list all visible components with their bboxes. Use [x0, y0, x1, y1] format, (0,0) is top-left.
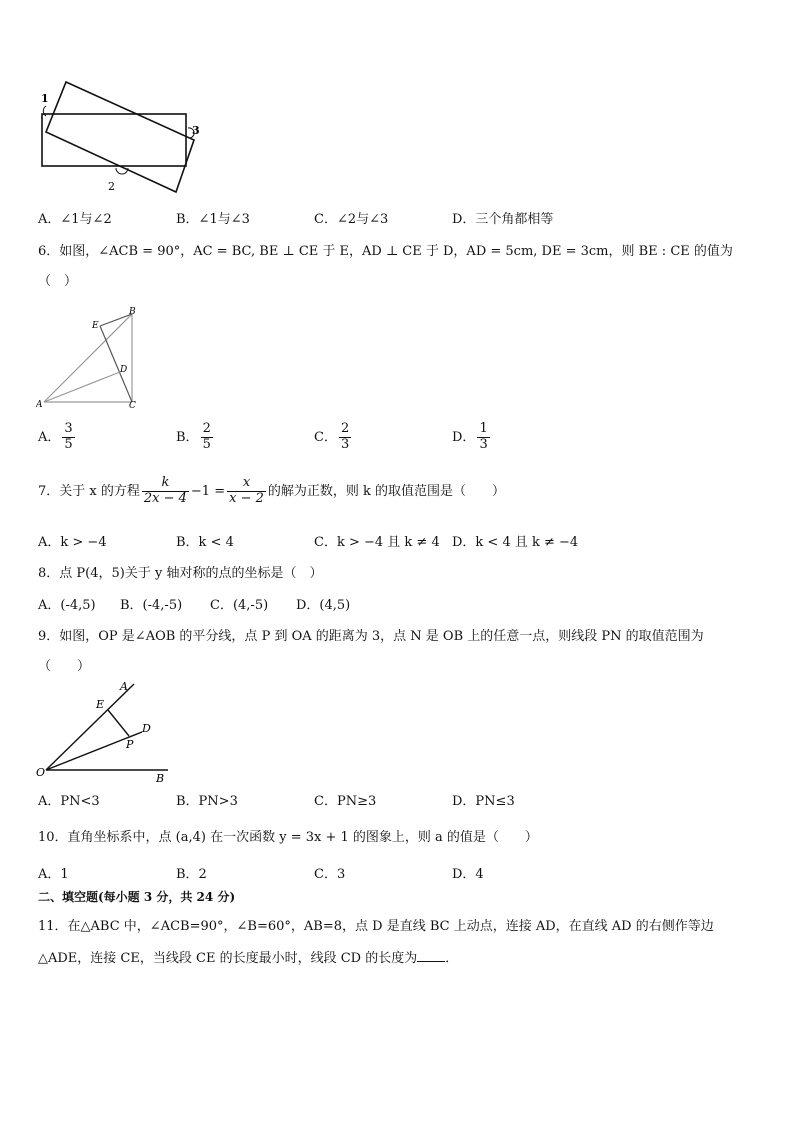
q6-option-b: [176, 422, 215, 453]
q6-option-c-num: 2: [340, 421, 350, 436]
point-d-label: D: [120, 365, 128, 375]
q6-option-a-num: 3: [64, 421, 73, 436]
q11-line1: 11．在△ABC 中，∠ACB=90°，∠B=60°，AB=8，点 D 是直线 BC 上动点，连接 AD，在直线 AD 的右侧作等边: [38, 919, 714, 934]
point-p-label: P: [126, 738, 134, 751]
point-b-label: B: [129, 307, 136, 317]
segment-ad: [44, 372, 120, 402]
q6-option-a-letter: A．: [38, 429, 61, 445]
q11-line2-text: △ADE，连接 CE，当线段 CE 的长度最小时，线段 CD 的长度为: [38, 951, 418, 966]
q10-option-c: C．3: [314, 867, 346, 882]
q8-option-d: D．(4,5): [296, 598, 351, 613]
q6-option-c-den: 3: [340, 436, 350, 452]
q10-stem: 10．直角坐标系中，点 (a,4) 在一次函数 y = 3x + 1 的图象上，则 a 的值是（ ）: [38, 830, 538, 845]
q6-option-d-num: 1: [479, 421, 488, 436]
segment-ec: [100, 326, 132, 402]
q11-line2: [38, 947, 458, 966]
q6-paren: （ ）: [38, 274, 78, 289]
q7-fraction1-num: k: [142, 476, 189, 492]
q8-stem: 8．点 P(4，5)关于 y 轴对称的点的坐标是（ ）: [38, 566, 323, 581]
q7-option-d: D．k < 4 且 k ≠ −4: [452, 535, 579, 550]
q10-option-d: D．4: [452, 867, 484, 882]
section-heading: 二、填空题(每小题 3 分，共 24 分): [38, 890, 236, 904]
q11-end: ．: [445, 951, 459, 966]
angle-label-3: 3: [192, 124, 200, 137]
angle-bisector-figure: [34, 676, 174, 786]
point-a-label: A: [36, 400, 43, 410]
point-e-label: E: [92, 321, 99, 331]
point-d-label: D: [142, 722, 151, 735]
q6-option-d: [452, 422, 492, 453]
q9-paren: （ ）: [38, 659, 91, 674]
ray-oa: [46, 684, 134, 770]
q6-option-c: [314, 422, 353, 453]
q6-option-a: [38, 422, 77, 453]
q6-option-b-letter: B．: [176, 429, 199, 445]
q7-mid: −1 =: [190, 483, 226, 499]
q10-option-b: B．2: [176, 867, 207, 882]
q7-fraction2-den: x − 2: [229, 490, 264, 506]
q7-option-c: C．k > −4 且 k ≠ 4: [314, 535, 440, 550]
q5-option-d: D．三个角都相等: [452, 212, 554, 227]
q9-stem: 9．如图，OP 是∠AOB 的平分线，点 P 到 OA 的距离为 3，点 N 是 OB 上的任意一点，则线段 PN 的取值范围为: [38, 629, 704, 644]
q5-option-a: A．∠1与∠2: [38, 212, 112, 227]
q8-option-c: C．(4,-5): [210, 598, 269, 613]
q7-post: 的解为正数，则 k 的取值范围是（ ）: [267, 483, 506, 499]
q9-option-d: D．PN≤3: [452, 794, 515, 809]
segment-ab: [44, 314, 132, 402]
segment-ep: [108, 710, 129, 736]
q5-option-c: C．∠2与∠3: [314, 212, 389, 227]
point-o-label: O: [36, 766, 46, 779]
angle-label-2: 2: [108, 180, 115, 193]
q9-option-b: B．PN>3: [176, 794, 238, 809]
point-c-label: C: [129, 401, 136, 410]
q6-option-c-letter: C．: [314, 429, 337, 445]
q8-option-a: A．(-4,5): [38, 598, 96, 613]
q7-fraction1-den: 2x − 4: [143, 490, 187, 506]
tilted-rectangle: [46, 82, 194, 192]
q6-option-d-letter: D．: [452, 429, 476, 445]
triangle-figure: [36, 306, 146, 410]
q6-option-b-num: 2: [202, 421, 211, 436]
q10-option-a: A．1: [38, 867, 69, 882]
q7-stem: [38, 476, 505, 507]
q7-pre: 7．关于 x 的方程: [38, 483, 140, 499]
point-e-label: E: [96, 698, 105, 711]
angle-label-1: 1: [41, 92, 49, 105]
segment-eb: [100, 314, 132, 326]
q7-option-a: A．k > −4: [38, 535, 107, 550]
q8-option-b: B．(-4,-5): [120, 598, 183, 613]
answer-blank: [417, 949, 445, 962]
q9-option-a: A．PN<3: [38, 794, 100, 809]
q5-option-b: B．∠1与∠3: [176, 212, 250, 227]
q6-option-b-den: 5: [202, 436, 211, 452]
q9-option-c: C．PN≥3: [314, 794, 377, 809]
q6-option-d-den: 3: [479, 436, 488, 452]
rectangles-figure: [36, 76, 206, 196]
q7-fraction2-num: x: [227, 476, 266, 492]
q6-stem: 6．如图，∠ACB = 90°，AC = BC, BE ⊥ CE 于 E，AD ⊥ CE 于 D，AD = 5cm, DE = 3cm，则 BE : CE 的值为: [38, 244, 733, 259]
point-b-label: B: [156, 772, 165, 785]
q7-option-b: B．k < 4: [176, 535, 234, 550]
q6-option-a-den: 5: [64, 436, 73, 452]
point-a-label: A: [120, 680, 128, 693]
